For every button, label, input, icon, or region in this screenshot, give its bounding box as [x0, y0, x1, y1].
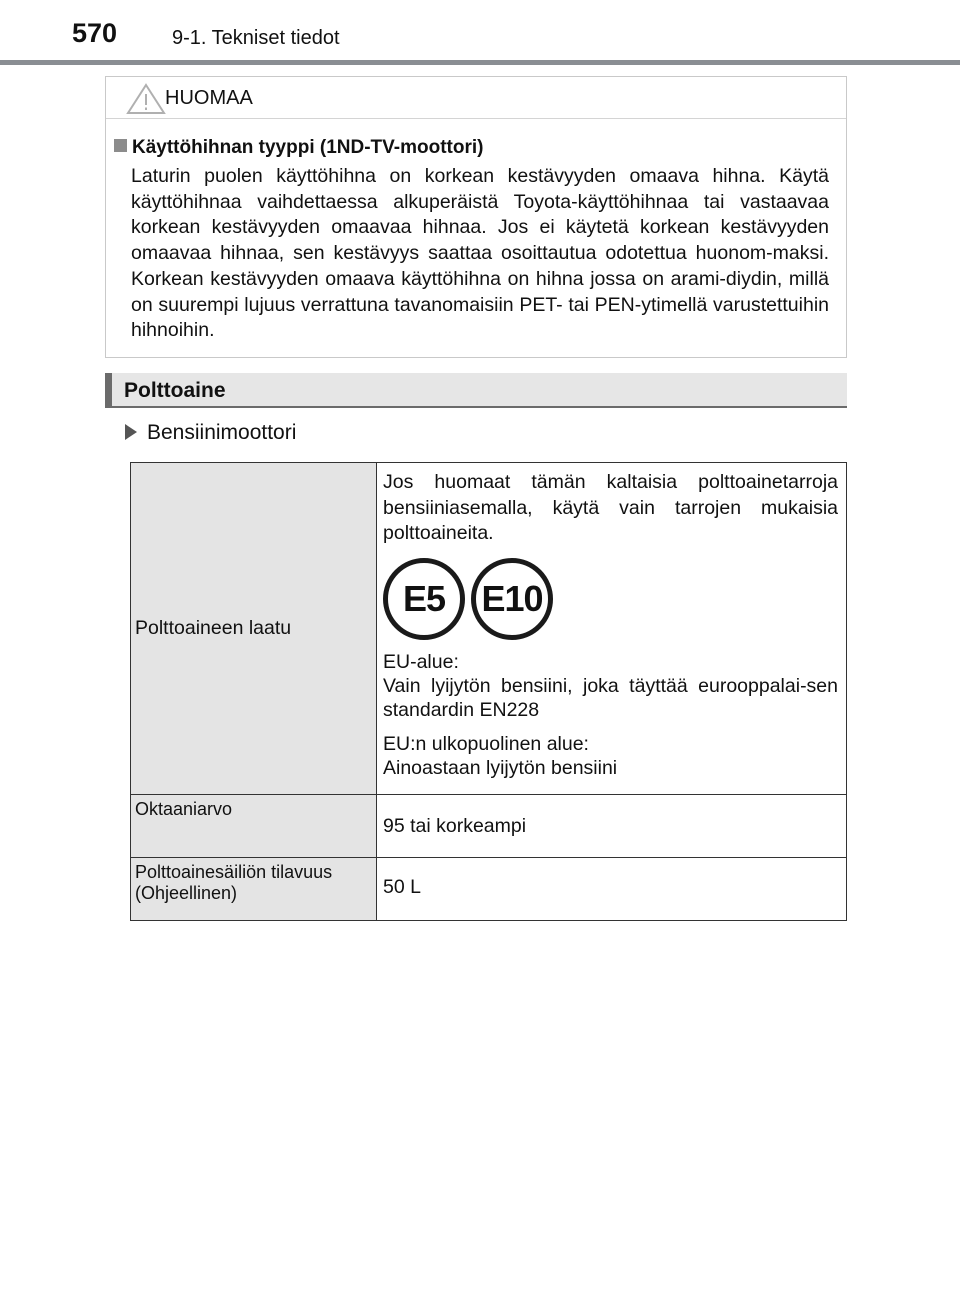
chapter-title: 9-1. Tekniset tiedot	[172, 27, 340, 49]
header-rule	[0, 60, 960, 65]
fuel-quality-label: Polttoaineen laatu	[131, 463, 377, 795]
fuel-badges	[383, 558, 838, 640]
notice-header	[106, 77, 846, 119]
eu-region-note	[383, 650, 838, 722]
table-row	[131, 463, 847, 795]
octane-value: 95 tai korkeampi	[377, 795, 847, 858]
fuel-label-intro: Jos huomaat tämän kaltaisia polttoainetarroja bensiiniasemalla, käytä vain tarrojen mukaisia polttoaineita.	[383, 471, 838, 544]
notice-subheading-text: Käyttöhihnan tyyppi (1ND-TV-moottori)	[132, 137, 484, 158]
fuel-spec-table	[130, 462, 847, 921]
e10-fuel-badge: E10	[471, 558, 553, 640]
non-eu-region-text: Ainoastaan lyijytön bensiini	[383, 756, 618, 779]
table-row	[131, 795, 847, 858]
eu-region-text: Vain lyijytön bensiini, joka täyttää eurooppalai-sen standardin EN228	[383, 674, 838, 721]
triangle-bullet-icon	[125, 424, 137, 440]
notice-body: Laturin puolen käyttöhihna on korkean kestävyyden omaava hihna. Käytä käyttöhihnaa vaihdettaessa alkuperäistä Toyota-käyttöhihnaa tai vastaavaa korkean kestävyyden omaavaa hihnaa. Jos ei käytetä korkean kestävyyden omaavaa hihnaa, sen kestävyys saattaa osoittautua odotettua huonom-maksi. Korkean kestävyyden omaava käyttöhihna on hihna jossa on arami-diydin, millä on suurempi lujuus verrattuna tavanomaisiin PET- tai PEN-ytimellä varustettuihin hihnoihin.	[131, 165, 829, 342]
engine-type-heading	[125, 421, 296, 445]
section-heading	[105, 373, 847, 408]
non-eu-region-note	[383, 732, 838, 780]
warning-triangle-icon	[126, 83, 166, 115]
tank-capacity-value: 50 L	[377, 858, 847, 921]
square-bullet-icon	[114, 139, 127, 152]
section-accent	[105, 373, 112, 406]
section-title: Polttoaine	[124, 379, 226, 402]
octane-label: Oktaaniarvo	[131, 795, 377, 858]
fuel-quality-value	[377, 463, 847, 795]
notice-box	[105, 76, 847, 358]
notice-subheading	[114, 137, 483, 159]
page-number: 570	[72, 18, 118, 48]
notice-title: HUOMAA	[165, 87, 253, 109]
non-eu-region-title: EU:n ulkopuolinen alue:	[383, 732, 589, 755]
engine-type-label: Bensiinimoottori	[147, 421, 297, 444]
tank-capacity-label: Polttoainesäiliön tilavuus (Ohjeellinen)	[131, 858, 377, 921]
eu-region-title: EU-alue:	[383, 650, 459, 673]
e5-fuel-badge: E5	[383, 558, 465, 640]
table-row	[131, 858, 847, 921]
